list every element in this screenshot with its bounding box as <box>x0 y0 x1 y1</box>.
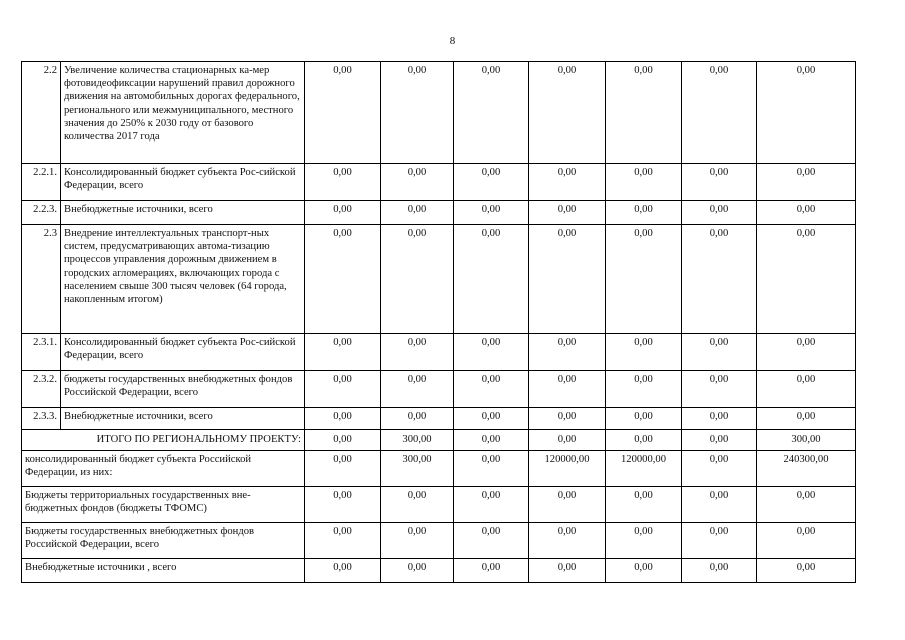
value-cell: 0,00 <box>606 371 682 408</box>
table-row <box>22 201 856 225</box>
value-cell: 0,00 <box>529 371 606 408</box>
value-cell: 0,00 <box>606 164 682 201</box>
value-cell: 0,00 <box>305 371 381 408</box>
value-cell: 0,00 <box>606 334 682 371</box>
value-cell: 0,00 <box>682 371 757 408</box>
value-cell: 0,00 <box>454 225 529 334</box>
row-number: 2.3.1. <box>22 334 61 371</box>
value-cell: 0,00 <box>606 225 682 334</box>
row-number: 2.3.2. <box>22 371 61 408</box>
table-row <box>22 225 856 334</box>
value-cell: 0,00 <box>305 523 381 559</box>
value-cell: 0,00 <box>454 371 529 408</box>
value-cell: 0,00 <box>682 334 757 371</box>
value-cell: 0,00 <box>305 487 381 523</box>
value-cell: 0,00 <box>454 408 529 430</box>
summary-row <box>22 451 856 487</box>
value-cell: 300,00 <box>757 430 856 451</box>
value-cell: 0,00 <box>529 559 606 583</box>
value-cell: 0,00 <box>757 225 856 334</box>
value-cell: 0,00 <box>381 201 454 225</box>
value-cell: 0,00 <box>381 62 454 164</box>
value-cell: 0,00 <box>454 62 529 164</box>
value-cell: 0,00 <box>606 408 682 430</box>
table-row <box>22 164 856 201</box>
value-cell: 0,00 <box>757 62 856 164</box>
value-cell: 0,00 <box>757 559 856 583</box>
value-cell: 0,00 <box>682 408 757 430</box>
value-cell: 0,00 <box>682 62 757 164</box>
total-row <box>22 430 856 451</box>
value-cell: 0,00 <box>529 225 606 334</box>
row-label: Внебюджетные источники, всего <box>61 408 305 430</box>
value-cell: 0,00 <box>454 430 529 451</box>
value-cell: 0,00 <box>381 334 454 371</box>
value-cell: 0,00 <box>381 408 454 430</box>
value-cell: 0,00 <box>305 334 381 371</box>
value-cell: 0,00 <box>454 559 529 583</box>
value-cell: 0,00 <box>757 164 856 201</box>
value-cell: 0,00 <box>381 559 454 583</box>
value-cell: 0,00 <box>381 371 454 408</box>
value-cell: 0,00 <box>305 164 381 201</box>
row-label: Внебюджетные источники, всего <box>61 201 305 225</box>
table-row <box>22 408 856 430</box>
value-cell: 0,00 <box>757 408 856 430</box>
value-cell: 0,00 <box>682 451 757 487</box>
value-cell: 0,00 <box>529 164 606 201</box>
value-cell: 120000,00 <box>529 451 606 487</box>
value-cell: 0,00 <box>757 487 856 523</box>
table-row <box>22 62 856 164</box>
value-cell: 0,00 <box>529 430 606 451</box>
row-label: Внедрение интеллектуальных транспорт-ных систем, предусматривающих автома-тизацию процессов управления дорожным движением в городских агломерациях, включающих города с населением свыше 300 тысяч человек (64 города, накопленным итогом) <box>61 225 305 334</box>
value-cell: 240300,00 <box>757 451 856 487</box>
value-cell: 0,00 <box>381 523 454 559</box>
value-cell: 0,00 <box>454 523 529 559</box>
value-cell: 0,00 <box>381 225 454 334</box>
value-cell: 0,00 <box>529 334 606 371</box>
summary-row <box>22 487 856 523</box>
value-cell: 0,00 <box>682 164 757 201</box>
value-cell: 0,00 <box>529 408 606 430</box>
value-cell: 0,00 <box>305 62 381 164</box>
value-cell: 0,00 <box>682 430 757 451</box>
value-cell: 0,00 <box>606 62 682 164</box>
budget-table <box>21 61 856 583</box>
value-cell: 0,00 <box>454 334 529 371</box>
summary-label: Бюджеты государственных внебюджетных фондов Российской Федерации, всего <box>22 523 305 559</box>
value-cell: 0,00 <box>454 451 529 487</box>
value-cell: 0,00 <box>305 559 381 583</box>
value-cell: 0,00 <box>606 559 682 583</box>
value-cell: 0,00 <box>529 62 606 164</box>
value-cell: 0,00 <box>454 201 529 225</box>
row-number: 2.2.3. <box>22 201 61 225</box>
value-cell: 0,00 <box>529 523 606 559</box>
value-cell: 300,00 <box>381 451 454 487</box>
value-cell: 0,00 <box>682 201 757 225</box>
row-number: 2.2.1. <box>22 164 61 201</box>
summary-row <box>22 523 856 559</box>
row-label: Консолидированный бюджет субъекта Рос-сийской Федерации, всего <box>61 334 305 371</box>
row-label: Увеличение количества стационарных ка-мер фотовидеофиксации нарушений правил дорожного движения на автомобильных дорогах федерального, регионального или межмуниципального, местного значения до 250% к 2030 году от базового количества 2017 года <box>61 62 305 164</box>
value-cell: 0,00 <box>454 487 529 523</box>
summary-label: Внебюджетные источники , всего <box>22 559 305 583</box>
value-cell: 0,00 <box>305 451 381 487</box>
value-cell: 0,00 <box>529 487 606 523</box>
row-label: Консолидированный бюджет субъекта Рос-сийской Федерации, всего <box>61 164 305 201</box>
value-cell: 0,00 <box>305 225 381 334</box>
value-cell: 300,00 <box>381 430 454 451</box>
value-cell: 0,00 <box>682 225 757 334</box>
value-cell: 0,00 <box>682 523 757 559</box>
value-cell: 0,00 <box>682 487 757 523</box>
row-number: 2.3.3. <box>22 408 61 430</box>
page-number: 8 <box>449 35 456 47</box>
value-cell: 0,00 <box>682 559 757 583</box>
row-number: 2.2 <box>22 62 61 164</box>
value-cell: 0,00 <box>757 523 856 559</box>
summary-label: консолидированный бюджет субъекта Российской Федерации, из них: <box>22 451 305 487</box>
total-label: ИТОГО ПО РЕГИОНАЛЬНОМУ ПРОЕКТУ: <box>22 430 305 451</box>
value-cell: 0,00 <box>305 430 381 451</box>
row-number: 2.3 <box>22 225 61 334</box>
value-cell: 0,00 <box>757 201 856 225</box>
value-cell: 0,00 <box>606 430 682 451</box>
value-cell: 0,00 <box>529 201 606 225</box>
value-cell: 0,00 <box>454 164 529 201</box>
value-cell: 0,00 <box>381 487 454 523</box>
value-cell: 0,00 <box>606 523 682 559</box>
value-cell: 120000,00 <box>606 451 682 487</box>
value-cell: 0,00 <box>757 371 856 408</box>
table-row <box>22 334 856 371</box>
row-label: бюджеты государственных внебюджетных фондов Российской Федерации, всего <box>61 371 305 408</box>
table-row <box>22 371 856 408</box>
value-cell: 0,00 <box>606 201 682 225</box>
summary-row <box>22 559 856 583</box>
budget-table-body <box>22 62 856 583</box>
value-cell: 0,00 <box>606 487 682 523</box>
value-cell: 0,00 <box>305 408 381 430</box>
summary-label: Бюджеты территориальных государственных вне-бюджетных фондов (бюджеты ТФОМС) <box>22 487 305 523</box>
value-cell: 0,00 <box>757 334 856 371</box>
value-cell: 0,00 <box>381 164 454 201</box>
value-cell: 0,00 <box>305 201 381 225</box>
